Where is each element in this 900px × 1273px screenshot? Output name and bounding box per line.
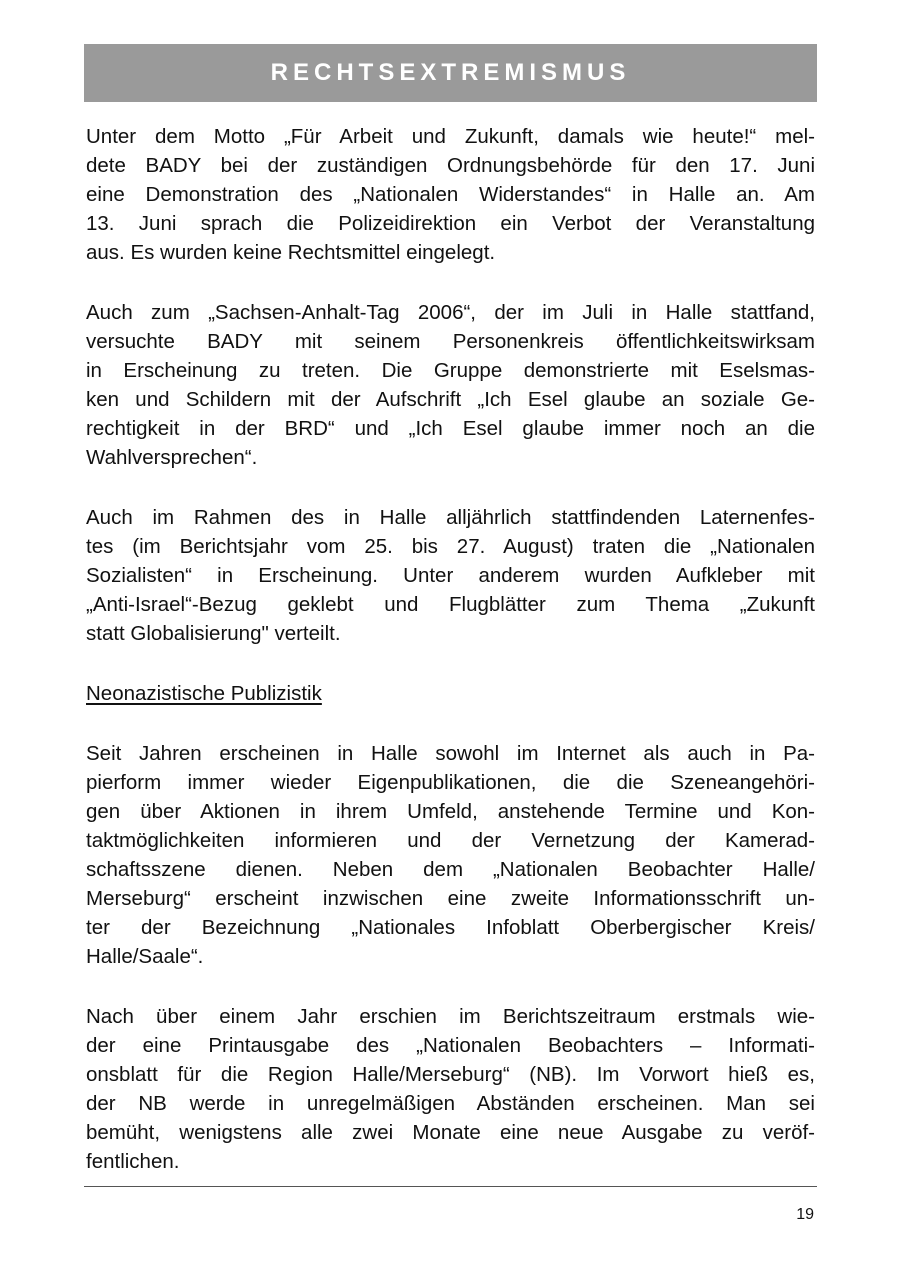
text-line: ken und Schildern mit der Aufschrift „Ich Esel glaube an soziale Ge-	[86, 388, 815, 411]
paragraph	[86, 122, 815, 267]
text-line: tes (im Berichtsjahr vom 25. bis 27. August) traten die „Nationalen	[86, 535, 815, 558]
paragraph	[86, 1002, 815, 1176]
section-header-bar	[84, 44, 817, 102]
text-line: Auch zum „Sachsen-Anhalt-Tag 2006“, der im Juli in Halle stattfand,	[86, 301, 815, 324]
text-line: eine Demonstration des „Nationalen Widerstandes“ in Halle an. Am	[86, 183, 815, 206]
text-line: Auch im Rahmen des in Halle alljährlich stattfindenden Laternenfes-	[86, 506, 815, 529]
text-line: ter der Bezeichnung „Nationales Infoblatt Oberbergischer Kreis/	[86, 916, 815, 939]
text-line: Seit Jahren erscheinen in Halle sowohl im Internet als auch in Pa-	[86, 742, 815, 765]
text-line: der eine Printausgabe des „Nationalen Beobachters – Informati-	[86, 1034, 815, 1057]
page-number: 19	[796, 1206, 814, 1223]
text-line: 13. Juni sprach die Polizeidirektion ein Verbot der Veranstaltung	[86, 212, 815, 235]
footer-divider	[84, 1186, 817, 1187]
text-line: Merseburg“ erscheint inzwischen eine zweite Informationsschrift un-	[86, 887, 815, 910]
text-line: schaftsszene dienen. Neben dem „Nationalen Beobachter Halle/	[86, 858, 815, 881]
paragraph	[86, 503, 815, 648]
text-line: versuchte BADY mit seinem Personenkreis öffentlichkeitswirksam	[86, 330, 815, 353]
section-title: RECHTSEXTREMISMUS	[270, 59, 631, 86]
text-line: Unter dem Motto „Für Arbeit und Zukunft, damals wie heute!“ mel-	[86, 125, 815, 148]
text-line: taktmöglichkeiten informieren und der Vernetzung der Kamerad-	[86, 829, 815, 852]
text-line: Wahlversprechen“.	[86, 446, 258, 469]
text-line: pierform immer wieder Eigenpublikationen, die die Szeneangehöri-	[86, 771, 815, 794]
text-line: in Erscheinung zu treten. Die Gruppe demonstrierte mit Eselsmas-	[86, 359, 815, 382]
text-line: fentlichen.	[86, 1150, 180, 1173]
text-line: Nach über einem Jahr erschien im Berichtszeitraum erstmals wie-	[86, 1005, 815, 1028]
text-line: dete BADY bei der zuständigen Ordnungsbehörde für den 17. Juni	[86, 154, 815, 177]
text-line: bemüht, wenigstens alle zwei Monate eine neue Ausgabe zu veröf-	[86, 1121, 815, 1144]
paragraph	[86, 298, 815, 472]
text-line: aus. Es wurden keine Rechtsmittel eingelegt.	[86, 241, 496, 264]
section-paragraphs	[86, 739, 815, 1176]
text-line: statt Globalisierung" verteilt.	[86, 622, 341, 645]
text-line: „Anti-Israel“-Bezug geklebt und Flugblätter zum Thema „Zukunft	[86, 593, 815, 616]
text-line: Halle/Saale“.	[86, 945, 204, 968]
text-line: onsblatt für die Region Halle/Merseburg“ (NB). Im Vorwort hieß es,	[86, 1063, 815, 1086]
page-body	[86, 122, 815, 1207]
text-line: der NB werde in unregelmäßigen Abständen erscheinen. Man sei	[86, 1092, 815, 1115]
intro-paragraphs	[86, 122, 815, 648]
text-line: rechtigkeit in der BRD“ und „Ich Esel glaube immer noch an die	[86, 417, 815, 440]
text-line: gen über Aktionen in ihrem Umfeld, anstehende Termine und Kon-	[86, 800, 815, 823]
text-line: Sozialisten“ in Erscheinung. Unter anderem wurden Aufkleber mit	[86, 564, 815, 587]
paragraph	[86, 739, 815, 971]
section-heading: Neonazistische Publizistik	[86, 682, 322, 705]
